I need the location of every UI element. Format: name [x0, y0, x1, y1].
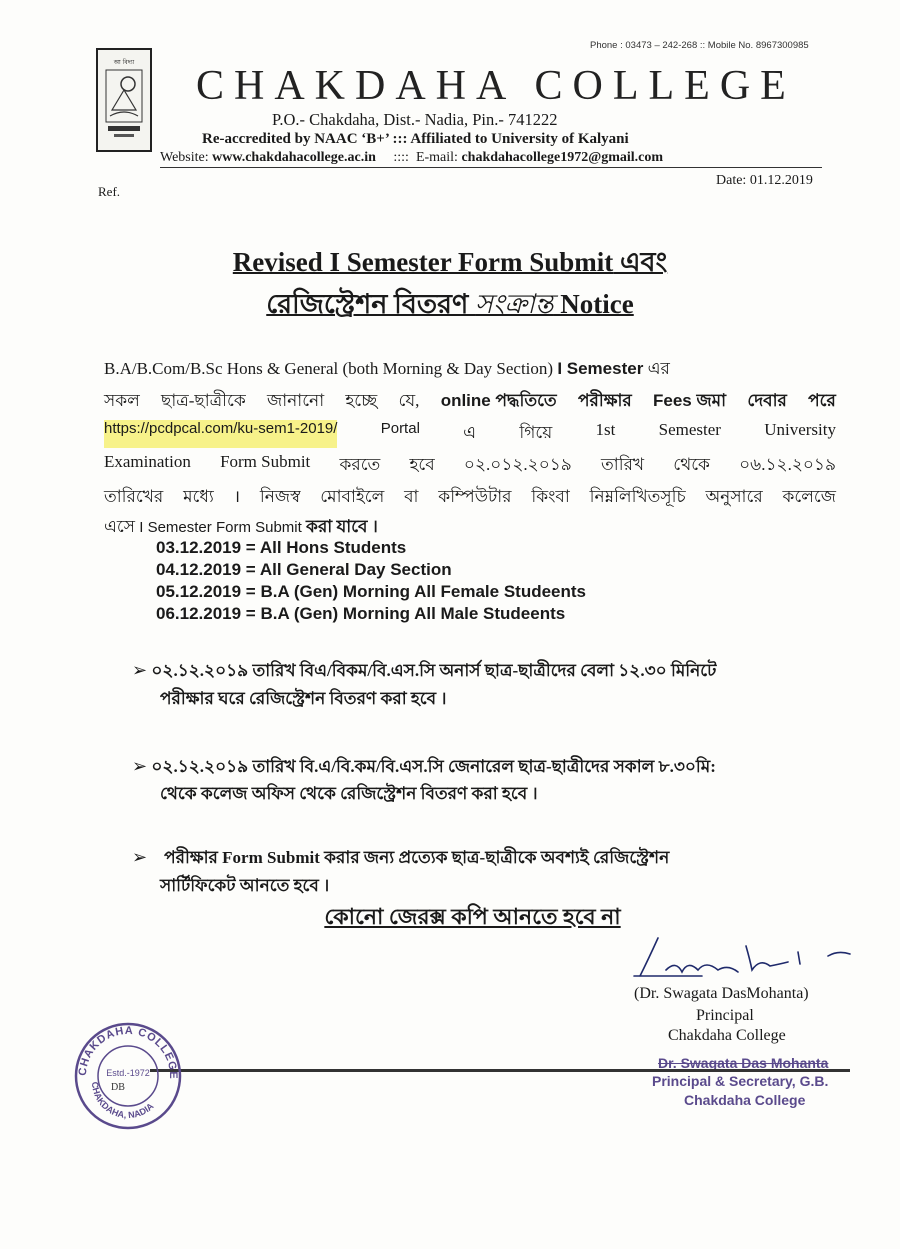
- body-word: কিংবা: [531, 487, 570, 506]
- body-text: এসে: [104, 517, 140, 536]
- body-word: দেবার: [747, 391, 787, 410]
- body-word: থেকে: [673, 455, 710, 474]
- bullet-2-cont: থেকে কলেজ অফিস থেকে রেজিস্ট্রেশন বিতরণ করা হবে ।: [160, 784, 538, 803]
- notice-date: Date: 01.12.2019: [716, 173, 813, 188]
- notice-title-line1: [0, 242, 900, 287]
- body-text: B.A/B.Com/B.Sc Hons & General (both Morning & Day Section): [104, 359, 558, 378]
- body-word: 1st: [595, 420, 616, 439]
- college-name: CHAKDAHA COLLEGE: [196, 63, 796, 109]
- body-word: পরে: [808, 391, 836, 410]
- body-line-2: [104, 388, 836, 416]
- college-address: P.O.- Chakdaha, Dist.- Nadia, Pin.- 741222: [272, 110, 558, 129]
- bullet-3: [132, 845, 669, 873]
- body-word: গিয়ে: [519, 423, 553, 442]
- body-line-3: [104, 420, 836, 448]
- bullet-text: ০২.১২.২০১৯ তারিখ বিএ/বিকম/বি.এস.সি অনার্স ছাত্র-ছাত্রীদের বেলা ১২.৩০ মিনিটে: [151, 661, 717, 680]
- body-word: পরীক্ষার: [577, 391, 632, 410]
- body-word: নিম্নলিখিতসূচি: [589, 487, 686, 506]
- schedule-item: 06.12.2019 = B.A (Gen) Morning All Male Studeents: [156, 604, 566, 623]
- stamp-name: Dr. Swagata Das Mohanta: [658, 1055, 829, 1071]
- signatory-designation: Principal: [696, 1007, 754, 1024]
- body-word: Fees জমা: [653, 391, 727, 410]
- body-word: ।: [233, 487, 241, 506]
- signature-icon: [628, 930, 868, 990]
- schedule-item: 03.12.2019 = All Hons Students: [156, 538, 407, 557]
- bullet-3-cont: সার্টিফিকেট আনতে হবে ।: [160, 876, 330, 895]
- college-emblem-icon: [96, 48, 152, 152]
- contact-separator: ::::: [375, 150, 416, 165]
- body-word: সকল: [104, 391, 140, 410]
- body-word: ০২.০১২.২০১৯: [463, 455, 572, 474]
- accreditation-line: Re-accredited by NAAC ‘B+’ ::: Affiliated to University of Kalyani: [202, 131, 629, 147]
- title-line2-b: সংক্রান্ত: [475, 289, 554, 319]
- website-label: Website:: [160, 150, 213, 165]
- email-link[interactable]: chakdahacollege1972@gmail.com: [461, 150, 664, 165]
- stamp-title: Principal & Secretary, G.B.: [652, 1073, 829, 1089]
- title-bn: এবং: [613, 247, 668, 277]
- body-word: ০৬.১২.২০১৯: [739, 455, 836, 474]
- email-label: E-mail:: [415, 150, 462, 165]
- seal-estd: Estd.-1972: [106, 1068, 150, 1078]
- seal-bottom-text: CHAKDAHA, NADIA: [89, 1081, 156, 1121]
- body-word: হচ্ছে: [345, 391, 378, 410]
- seal-top-text: CHAKDAHA COLLEGE: [76, 1024, 180, 1080]
- body-word: অনুসারে: [705, 487, 763, 506]
- bullet-text: ০২.১২.২০১৯ তারিখ বি.এ/বি.কম/বি.এস.সি জেনারেল ছাত্র-ছাত্রীদের সকাল ৮.৩০মি:: [151, 757, 716, 776]
- body-word: মধ্যে: [183, 487, 214, 506]
- title-line2-a: রেজিস্ট্রেশন বিতরণ: [266, 289, 476, 319]
- body-text: I Semester Form Submit: [139, 519, 302, 536]
- body-word: জানানো: [267, 391, 325, 410]
- arrow-bullet-icon: ➢: [132, 660, 148, 681]
- body-word: তারিখ: [601, 455, 645, 474]
- body-word: বা: [404, 487, 419, 506]
- body-word: Examination: [104, 452, 191, 471]
- body-word: University: [764, 420, 836, 439]
- body-word: ছাত্র-ছাত্রীকে: [161, 391, 246, 410]
- contact-line: [160, 150, 663, 166]
- stamp-divider: [150, 1069, 850, 1072]
- schedule-item: 05.12.2019 = B.A (Gen) Morning All Female Studeents: [156, 582, 586, 601]
- body-word: Semester: [658, 420, 721, 439]
- title-en: Revised I Semester Form Submit: [232, 247, 614, 277]
- notice-title-line2: [0, 284, 900, 329]
- no-xerox-note: কোনো জেরক্স কপি আনতে হবে না: [324, 904, 621, 929]
- body-word: কম্পিউটার: [438, 487, 512, 506]
- body-line-4: [104, 452, 836, 480]
- body-word: হবে: [409, 455, 435, 474]
- body-text-bold: I Semester: [557, 359, 644, 378]
- body-word: Portal: [380, 420, 420, 437]
- schedule-item: 04.12.2019 = All General Day Section: [156, 560, 452, 579]
- body-word: যে,: [398, 391, 420, 410]
- bullet-2: [132, 754, 716, 782]
- college-seal-icon: [72, 1020, 184, 1132]
- body-text: করা যাবে ।: [301, 517, 378, 536]
- bullet-1-cont: পরীক্ষার ঘরে রেজিস্ট্রেশন বিতরণ করা হবে ।: [160, 689, 447, 708]
- portal-link[interactable]: https://pcdpcal.com/ku-sem1-2019/: [104, 420, 337, 448]
- body-text: এর: [643, 359, 670, 378]
- phone-info: Phone : 03473 – 242-268 :: Mobile No. 8967300985: [590, 40, 809, 51]
- body-word: নিজস্ব: [259, 487, 301, 506]
- body-word: Form Submit: [220, 452, 311, 471]
- body-line-5: [104, 484, 836, 512]
- title-line2-c: Notice: [553, 289, 634, 319]
- ref-label: Ref.: [98, 184, 121, 199]
- body-word: মোবাইলে: [320, 487, 385, 506]
- body-word: এ: [463, 423, 477, 442]
- body-word: online পদ্ধতিতে: [440, 391, 557, 410]
- svg-text:আ বিদ্যা: আ বিদ্যা: [113, 59, 135, 66]
- body-line-1: [104, 356, 836, 384]
- body-word: কলেজে: [782, 487, 836, 506]
- arrow-bullet-icon: ➢: [132, 847, 148, 868]
- seal-initials: DB: [111, 1082, 125, 1093]
- stamp-college: Chakdaha College: [684, 1092, 806, 1108]
- signatory-college: Chakdaha College: [668, 1027, 786, 1044]
- bullet-1: [132, 658, 716, 686]
- body-word: করতে: [339, 455, 381, 474]
- bullet-text: পরীক্ষার Form Submit করার জন্য প্রত্যেক ছাত্র-ছাত্রীকে অবশ্যই রেজিস্ট্রেশন: [151, 848, 670, 867]
- signatory-name: (Dr. Swagata DasMohanta): [634, 985, 809, 1002]
- body-word: তারিখের: [104, 487, 164, 506]
- arrow-bullet-icon: ➢: [132, 756, 148, 777]
- header-divider: [160, 167, 822, 168]
- website-link[interactable]: www.chakdahacollege.ac.in: [212, 150, 376, 165]
